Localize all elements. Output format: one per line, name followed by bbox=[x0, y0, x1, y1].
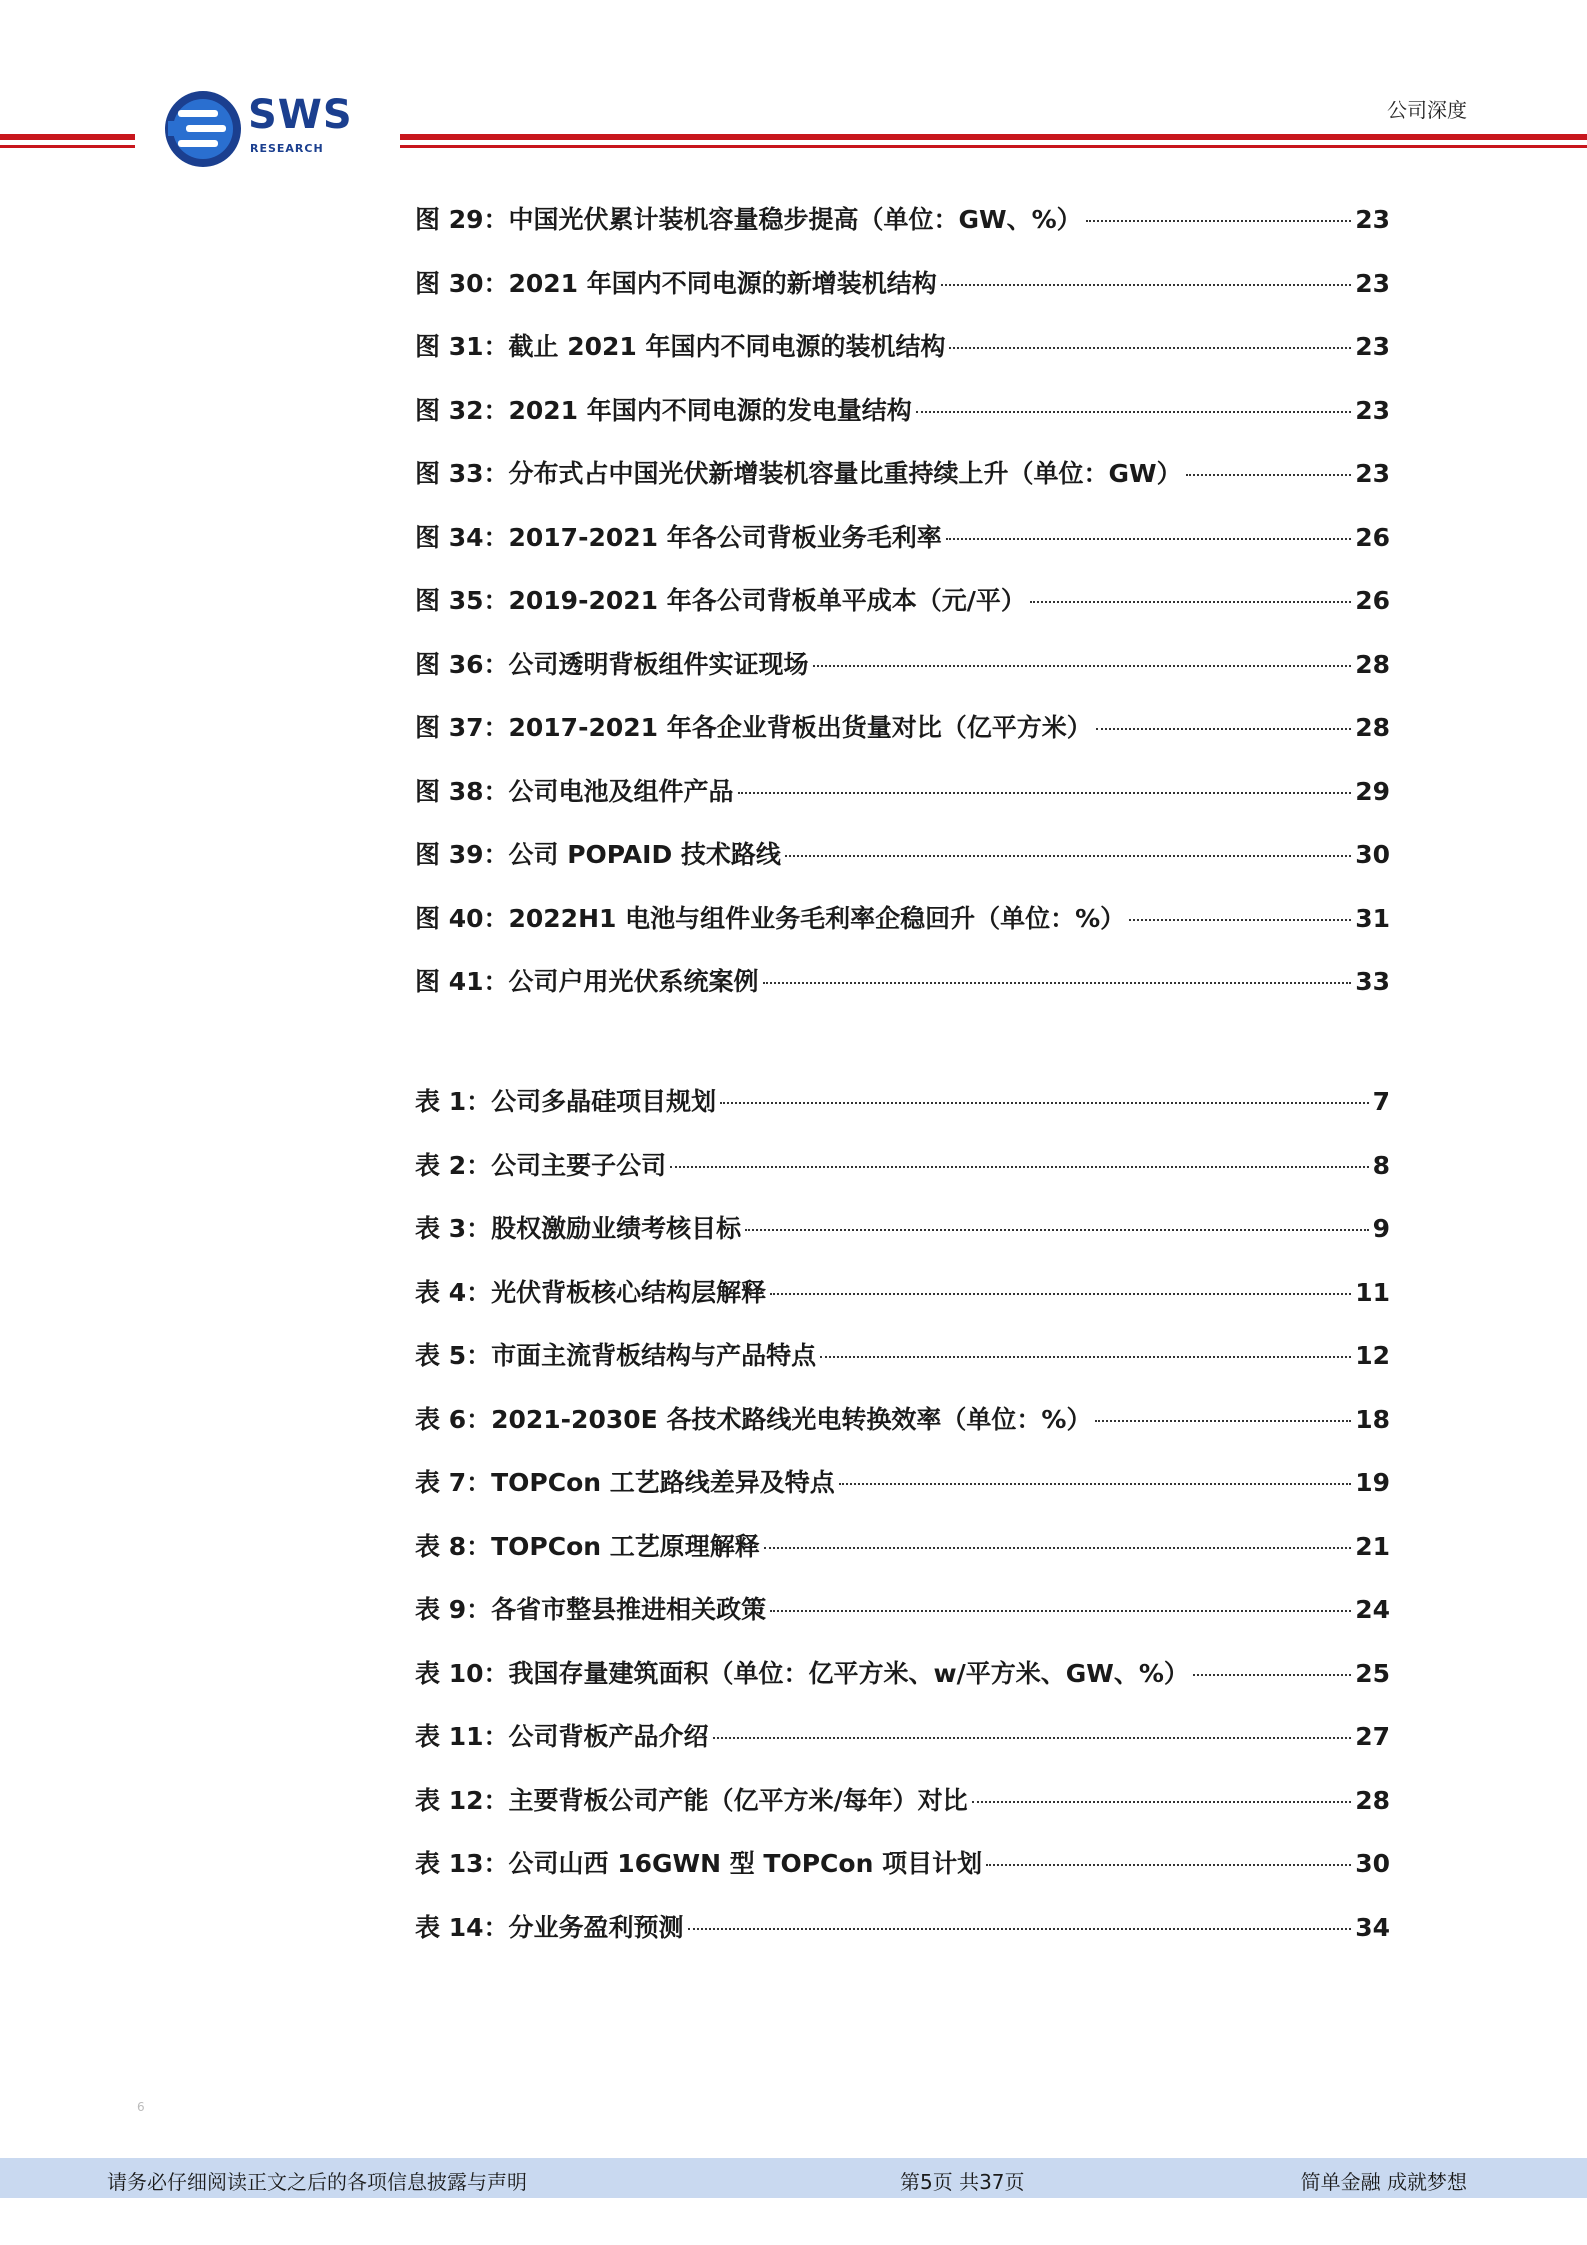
toc-label: 表 2：公司主要子公司 bbox=[415, 1150, 667, 1180]
toc-entry[interactable] bbox=[415, 1590, 1390, 1654]
toc-entry[interactable] bbox=[415, 772, 1390, 836]
toc-leader bbox=[839, 1483, 1351, 1485]
sws-logo bbox=[162, 88, 372, 170]
toc-entry[interactable] bbox=[415, 1781, 1390, 1845]
toc-page: 30 bbox=[1355, 1849, 1390, 1878]
sws-logo-icon bbox=[162, 88, 246, 170]
toc-label: 图 37：2017-2021 年各企业背板出货量对比（亿平方米） bbox=[415, 713, 1092, 742]
toc-leader bbox=[916, 411, 1351, 413]
toc-leader bbox=[941, 284, 1351, 286]
toc-leader bbox=[820, 1356, 1351, 1358]
toc-leader bbox=[1030, 601, 1351, 603]
page-number: 第5页 共37页 bbox=[900, 2170, 1025, 2194]
toc-leader bbox=[720, 1102, 1368, 1104]
brand-name: SWS bbox=[248, 92, 353, 138]
footer-disclaimer: 请务必仔细阅读正文之后的各项信息披露与声明 bbox=[107, 2170, 527, 2194]
toc-label: 图 31：截止 2021 年国内不同电源的装机结构 bbox=[415, 332, 946, 361]
header-rule-left-thin bbox=[0, 145, 135, 148]
toc-label: 表 3：股权激励业绩考核目标 bbox=[415, 1214, 742, 1243]
toc-page: 26 bbox=[1355, 522, 1390, 552]
toc-entry[interactable] bbox=[415, 1908, 1390, 1972]
toc-entry[interactable] bbox=[415, 581, 1390, 645]
header-rule-right-thin bbox=[400, 145, 1587, 148]
brand-sub: RESEARCH bbox=[250, 142, 324, 155]
toc-label: 图 38：公司电池及组件产品 bbox=[415, 776, 734, 806]
toc-label: 图 41：公司户用光伏系统案例 bbox=[415, 967, 759, 996]
toc-entry[interactable] bbox=[415, 1082, 1390, 1146]
toc-leader bbox=[745, 1229, 1368, 1231]
toc-leader bbox=[813, 665, 1352, 667]
toc-entry[interactable] bbox=[415, 1273, 1390, 1337]
toc-label: 表 13：公司山西 16GWN 型 TOPCon 项目计划 bbox=[415, 1849, 983, 1878]
toc-page: 26 bbox=[1355, 586, 1390, 615]
toc-entry[interactable] bbox=[415, 1146, 1390, 1210]
toc-leader bbox=[1193, 1674, 1351, 1676]
toc-entry[interactable] bbox=[415, 835, 1390, 899]
toc-page: 29 bbox=[1355, 776, 1390, 806]
section-label: 公司深度 bbox=[1387, 98, 1467, 122]
footer-slogan: 简单金融 成就梦想 bbox=[1300, 2170, 1467, 2194]
table-list bbox=[415, 1082, 1390, 1971]
toc-label: 表 14：分业务盈利预测 bbox=[415, 1912, 684, 1942]
toc-page: 21 bbox=[1355, 1531, 1390, 1561]
header-rule-right bbox=[400, 134, 1587, 140]
toc-leader bbox=[738, 792, 1352, 794]
toc-leader bbox=[1186, 474, 1352, 476]
toc-page: 28 bbox=[1355, 649, 1390, 679]
toc-entry[interactable] bbox=[415, 1844, 1390, 1908]
toc-entry[interactable] bbox=[415, 454, 1390, 518]
toc-page: 12 bbox=[1355, 1341, 1390, 1370]
toc-leader bbox=[972, 1801, 1352, 1803]
figure-list bbox=[415, 200, 1390, 1026]
toc-leader bbox=[770, 1293, 1351, 1295]
toc-entry[interactable] bbox=[415, 1463, 1390, 1527]
toc-leader bbox=[763, 982, 1352, 984]
toc-label: 表 5：市面主流背板结构与产品特点 bbox=[415, 1341, 817, 1370]
toc-leader bbox=[946, 538, 1351, 540]
toc-label: 图 39：公司 POPAID 技术路线 bbox=[415, 840, 781, 869]
toc-entry[interactable] bbox=[415, 1654, 1390, 1718]
toc-page: 23 bbox=[1355, 395, 1390, 425]
toc-page: 23 bbox=[1355, 459, 1390, 488]
toc-label: 图 35：2019-2021 年各公司背板单平成本（元/平） bbox=[415, 586, 1026, 615]
toc-page: 34 bbox=[1355, 1912, 1390, 1942]
toc-entry[interactable] bbox=[415, 1400, 1390, 1464]
toc-page: 28 bbox=[1355, 713, 1390, 742]
toc-label: 表 8：TOPCon 工艺原理解释 bbox=[415, 1531, 760, 1561]
toc-page: 28 bbox=[1355, 1785, 1390, 1815]
toc-label: 图 34：2017-2021 年各公司背板业务毛利率 bbox=[415, 522, 942, 552]
toc-page: 27 bbox=[1355, 1722, 1390, 1751]
toc-page: 31 bbox=[1355, 903, 1390, 933]
toc-label: 表 4：光伏背板核心结构层解释 bbox=[415, 1277, 767, 1307]
toc-page: 23 bbox=[1355, 268, 1390, 298]
toc-entry[interactable] bbox=[415, 327, 1390, 391]
toc-leader bbox=[764, 1547, 1351, 1549]
toc-entry[interactable] bbox=[415, 1527, 1390, 1591]
toc-entry[interactable] bbox=[415, 1209, 1390, 1273]
toc-entry[interactable] bbox=[415, 391, 1390, 455]
toc-page: 19 bbox=[1355, 1468, 1390, 1497]
toc-label: 图 32：2021 年国内不同电源的发电量结构 bbox=[415, 395, 912, 425]
toc-label: 图 40：2022H1 电池与组件业务毛利率企稳回升（单位：%） bbox=[415, 903, 1126, 933]
toc-leader bbox=[949, 347, 1351, 349]
toc-page: 18 bbox=[1355, 1404, 1390, 1434]
toc-label: 表 11：公司背板产品介绍 bbox=[415, 1722, 709, 1751]
toc-label: 表 12：主要背板公司产能（亿平方米/每年）对比 bbox=[415, 1785, 968, 1815]
toc-entry[interactable] bbox=[415, 1336, 1390, 1400]
toc-entry[interactable] bbox=[415, 200, 1390, 264]
toc-label: 表 6：2021-2030E 各技术路线光电转换效率（单位：%） bbox=[415, 1404, 1092, 1434]
toc-entry[interactable] bbox=[415, 518, 1390, 582]
toc-label: 图 30：2021 年国内不同电源的新增装机结构 bbox=[415, 268, 937, 298]
toc-page: 9 bbox=[1372, 1214, 1390, 1243]
toc-leader bbox=[1129, 919, 1351, 921]
toc-leader bbox=[986, 1864, 1351, 1866]
toc-page: 25 bbox=[1355, 1658, 1390, 1688]
toc-leader bbox=[785, 855, 1351, 857]
toc-label: 表 7：TOPCon 工艺路线差异及特点 bbox=[415, 1468, 835, 1497]
toc-page: 7 bbox=[1372, 1087, 1390, 1116]
toc-page: 8 bbox=[1372, 1150, 1390, 1180]
toc-page: 24 bbox=[1355, 1595, 1390, 1624]
toc-entry[interactable] bbox=[415, 708, 1390, 772]
toc-page: 11 bbox=[1355, 1277, 1390, 1307]
toc-page: 23 bbox=[1355, 205, 1390, 234]
toc-leader bbox=[713, 1737, 1352, 1739]
toc-page: 30 bbox=[1355, 840, 1390, 869]
toc-leader bbox=[1095, 1420, 1351, 1422]
toc-leader bbox=[670, 1166, 1368, 1168]
toc-entry[interactable] bbox=[415, 962, 1390, 1026]
toc-leader bbox=[1086, 220, 1352, 222]
toc-entry[interactable] bbox=[415, 1717, 1390, 1781]
toc-label: 图 36：公司透明背板组件实证现场 bbox=[415, 649, 809, 679]
page-mark: 6 bbox=[137, 2100, 145, 2114]
toc-leader bbox=[688, 1928, 1352, 1930]
footer-bar bbox=[0, 2158, 1587, 2198]
toc-page: 33 bbox=[1355, 967, 1390, 996]
toc-label: 图 33：分布式占中国光伏新增装机容量比重持续上升（单位：GW） bbox=[415, 459, 1182, 488]
toc-label: 图 29：中国光伏累计装机容量稳步提高（单位：GW、%） bbox=[415, 205, 1082, 234]
toc-entry[interactable] bbox=[415, 264, 1390, 328]
toc-label: 表 1：公司多晶硅项目规划 bbox=[415, 1087, 717, 1116]
toc-label: 表 9：各省市整县推进相关政策 bbox=[415, 1595, 767, 1624]
header-rule-left bbox=[0, 134, 135, 140]
toc-leader bbox=[1096, 728, 1351, 730]
toc-label: 表 10：我国存量建筑面积（单位：亿平方米、w/平方米、GW、%） bbox=[415, 1658, 1189, 1688]
toc-entry[interactable] bbox=[415, 899, 1390, 963]
toc-leader bbox=[770, 1610, 1351, 1612]
toc-page: 23 bbox=[1355, 332, 1390, 361]
toc-entry[interactable] bbox=[415, 645, 1390, 709]
